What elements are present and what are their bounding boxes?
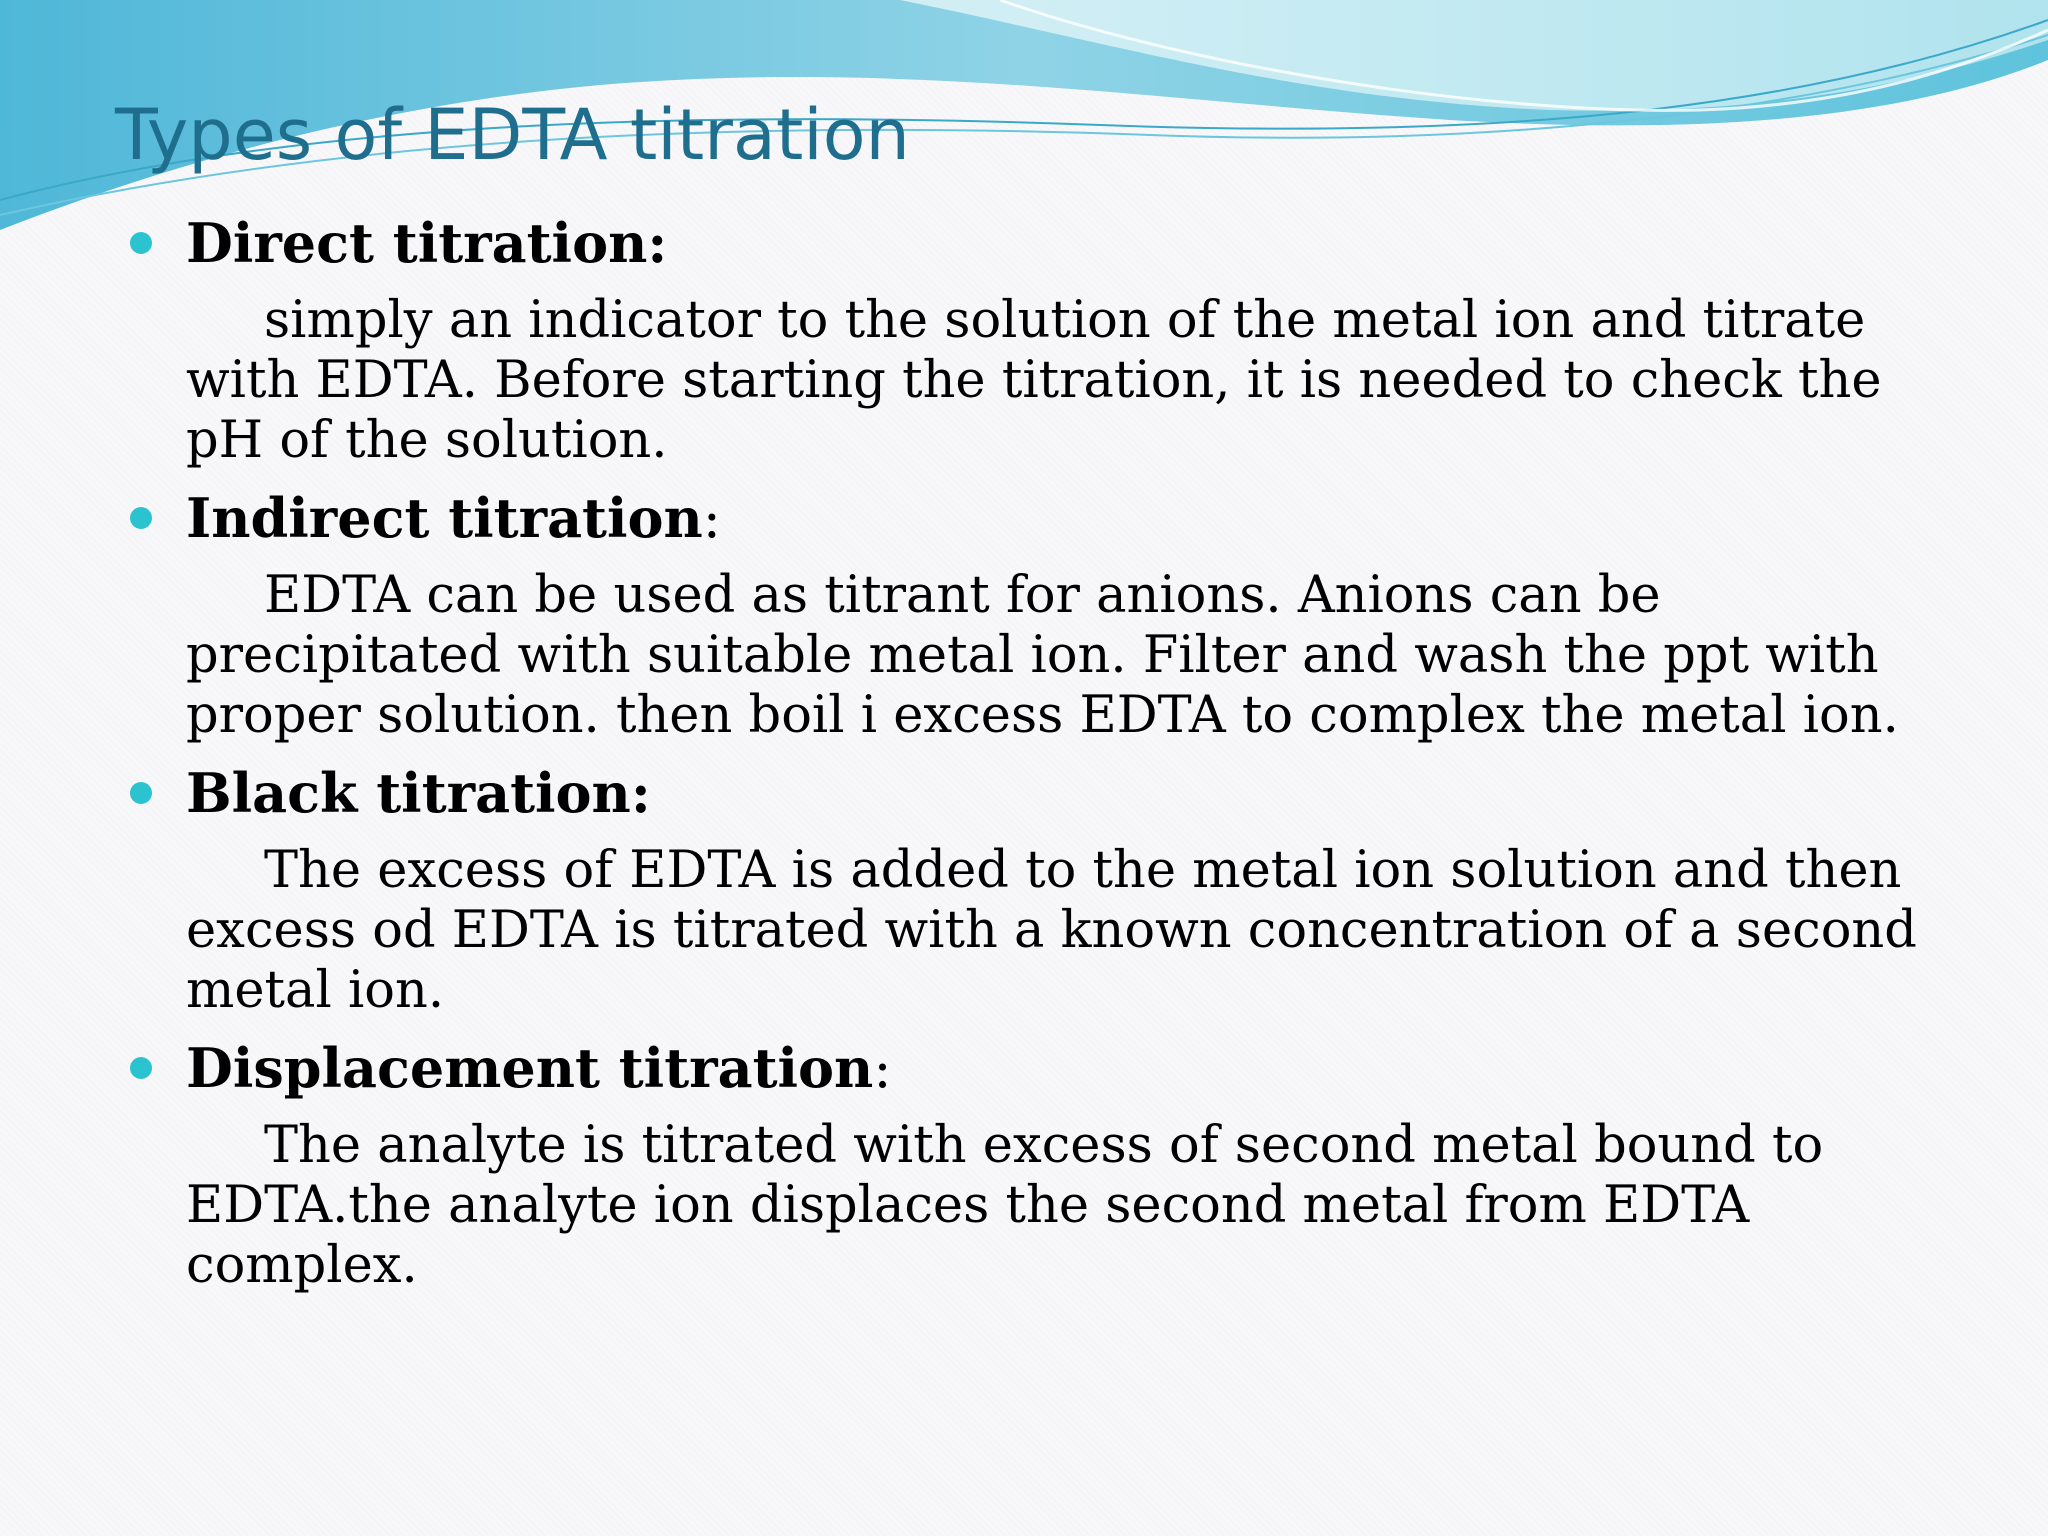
bullet-list bbox=[130, 212, 1950, 1312]
item-heading-suffix: : bbox=[873, 1037, 892, 1100]
item-heading: Black titration: bbox=[186, 761, 651, 825]
bullet-icon bbox=[130, 1057, 152, 1079]
bullet-icon bbox=[130, 232, 152, 254]
item-description: The analyte is titrated with excess of second metal bound to EDTA.the analyte ion displaces the second metal from EDTA complex. bbox=[186, 1116, 1824, 1295]
item-description: simply an indicator to the solution of the metal ion and titrate with EDTA. Before starting the titration, it is needed to check the pH of the solution. bbox=[186, 291, 1882, 470]
bullet-heading-row bbox=[130, 212, 1950, 275]
slide-title: Types of EDTA titration bbox=[115, 94, 910, 176]
item-heading: Direct titration: bbox=[186, 211, 668, 275]
list-item-displacement-titration bbox=[130, 1037, 1950, 1296]
bullet-heading-row bbox=[130, 487, 1950, 550]
list-item-direct-titration bbox=[130, 212, 1950, 471]
bullet-icon bbox=[130, 507, 152, 529]
bullet-heading-row bbox=[130, 1037, 1950, 1100]
item-description: The excess of EDTA is added to the metal ion solution and then excess od EDTA is titrated with a known concentration of a second metal ion. bbox=[186, 841, 1917, 1020]
item-heading-suffix: : bbox=[702, 487, 721, 550]
item-description: EDTA can be used as titrant for anions. Anions can be precipitated with suitable metal ion. Filter and wash the ppt with proper solution. then boil i excess EDTA to complex the metal ion. bbox=[186, 566, 1899, 745]
bullet-icon bbox=[130, 782, 152, 804]
item-heading: Indirect titration bbox=[186, 486, 703, 550]
bullet-heading-row bbox=[130, 762, 1950, 825]
item-heading: Displacement titration bbox=[186, 1036, 874, 1100]
list-item-indirect-titration bbox=[130, 487, 1950, 746]
list-item-black-titration bbox=[130, 762, 1950, 1021]
